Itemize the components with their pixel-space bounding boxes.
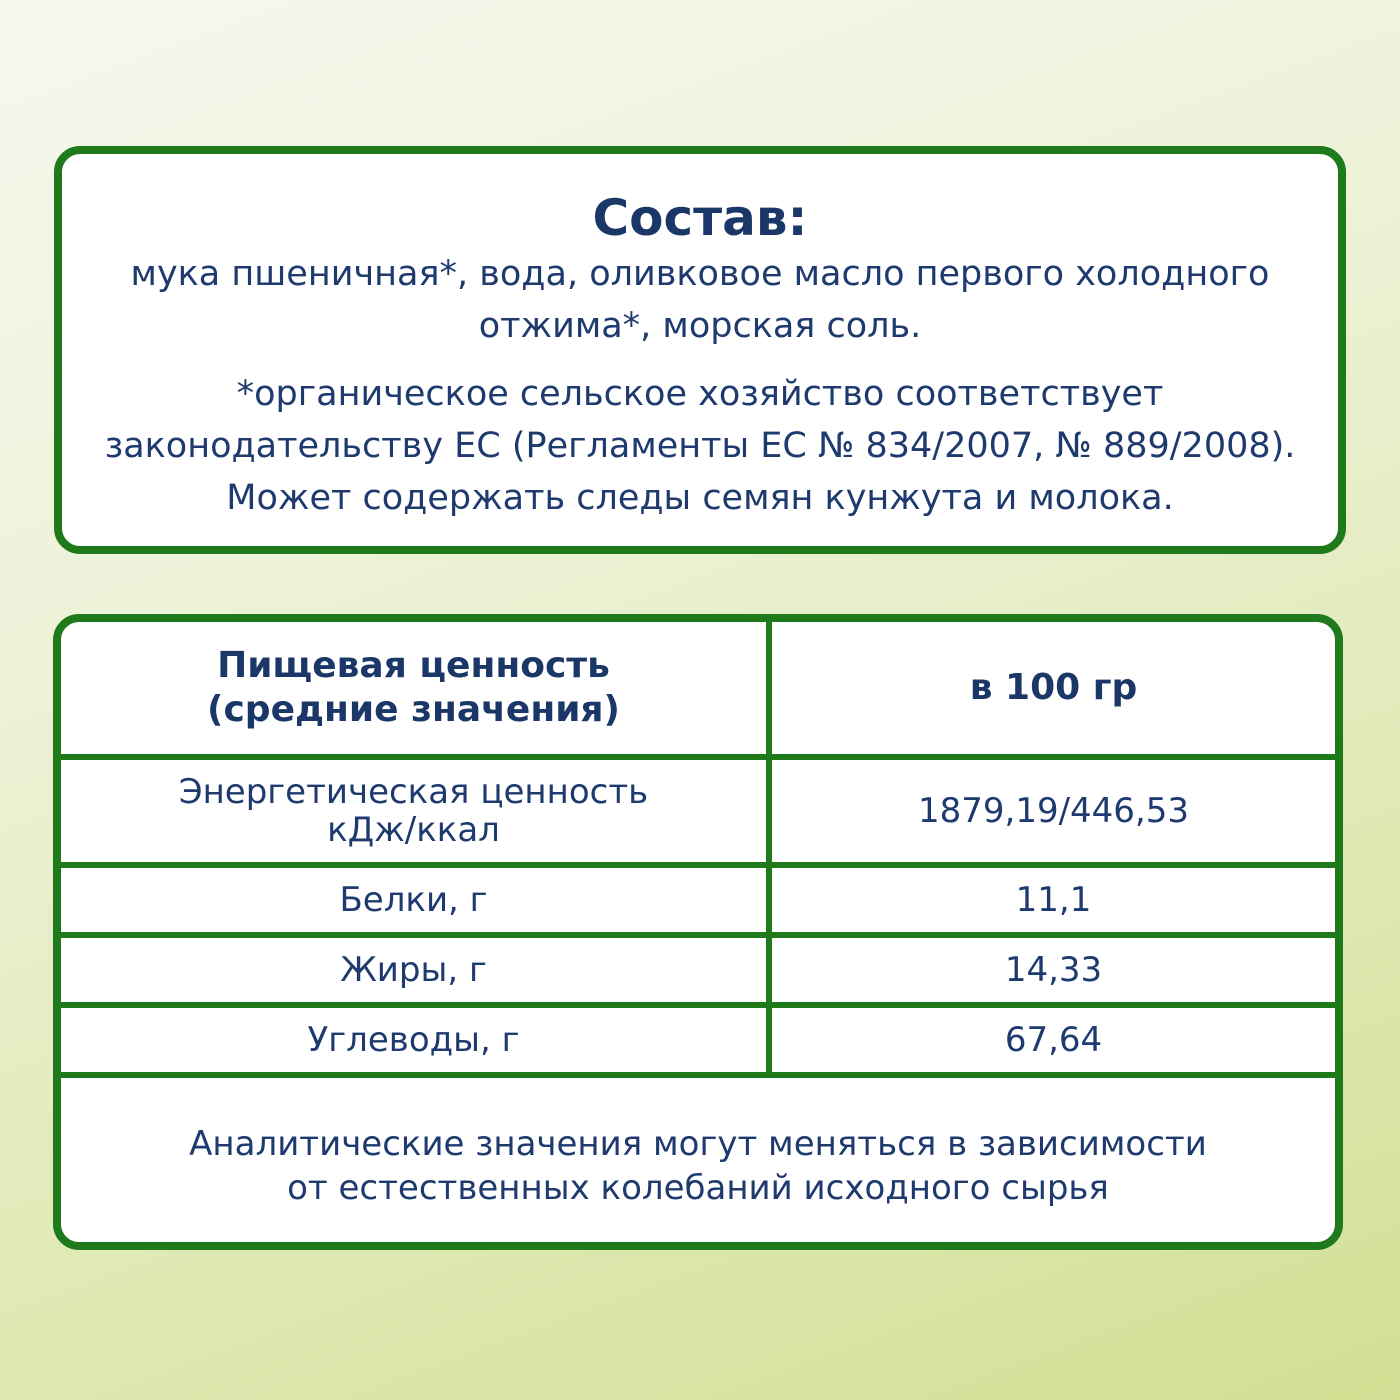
ingredients-line: отжима*, морская соль. [478, 306, 922, 346]
table-row [61, 757, 1335, 865]
analytical-footnote [61, 1122, 1335, 1210]
ingredients-line: мука пшеничная*, вода, оливковое масло первого холодного [130, 254, 1270, 294]
row-label-energy [61, 757, 769, 865]
table-row [61, 935, 1335, 1005]
table-row [61, 1005, 1335, 1075]
footnote-line: Аналитические значения могут меняться в зависимости [189, 1124, 1207, 1164]
table-row [61, 865, 1335, 935]
composition-title: Состав: [592, 189, 808, 247]
note-line: законодательству ЕС (Регламенты ЕС № 834/2007, № 889/2008). [104, 426, 1296, 466]
row-label-protein: Белки, г [61, 865, 769, 935]
row-value-fat: 14,33 [769, 935, 1335, 1005]
note-line: Может содержать следы семян кунжута и молока. [226, 478, 1174, 518]
label-line: Энергетическая ценность [178, 772, 649, 812]
row-value-energy: 1879,19/446,53 [769, 757, 1335, 865]
footnote-line: от естественных колебаний исходного сырья [287, 1168, 1109, 1208]
label-line: кДж/ккал [327, 810, 500, 850]
nutrition-table [61, 622, 1335, 1078]
composition-panel [54, 146, 1346, 554]
row-label-carbs: Углеводы, г [61, 1005, 769, 1075]
organic-note [72, 368, 1328, 524]
nutrition-panel [53, 614, 1343, 1250]
header-line: (средние значения) [207, 689, 620, 730]
row-value-carbs: 67,64 [769, 1005, 1335, 1075]
row-label-fat: Жиры, г [61, 935, 769, 1005]
table-header-row [61, 622, 1335, 757]
header-line: Пищевая ценность [217, 645, 610, 686]
header-nutrition-value [61, 622, 769, 757]
note-line: *органическое сельское хозяйство соответствует [236, 374, 1164, 414]
ingredients-text [82, 248, 1318, 352]
row-value-protein: 11,1 [769, 865, 1335, 935]
header-per-100g: в 100 гр [769, 622, 1335, 757]
